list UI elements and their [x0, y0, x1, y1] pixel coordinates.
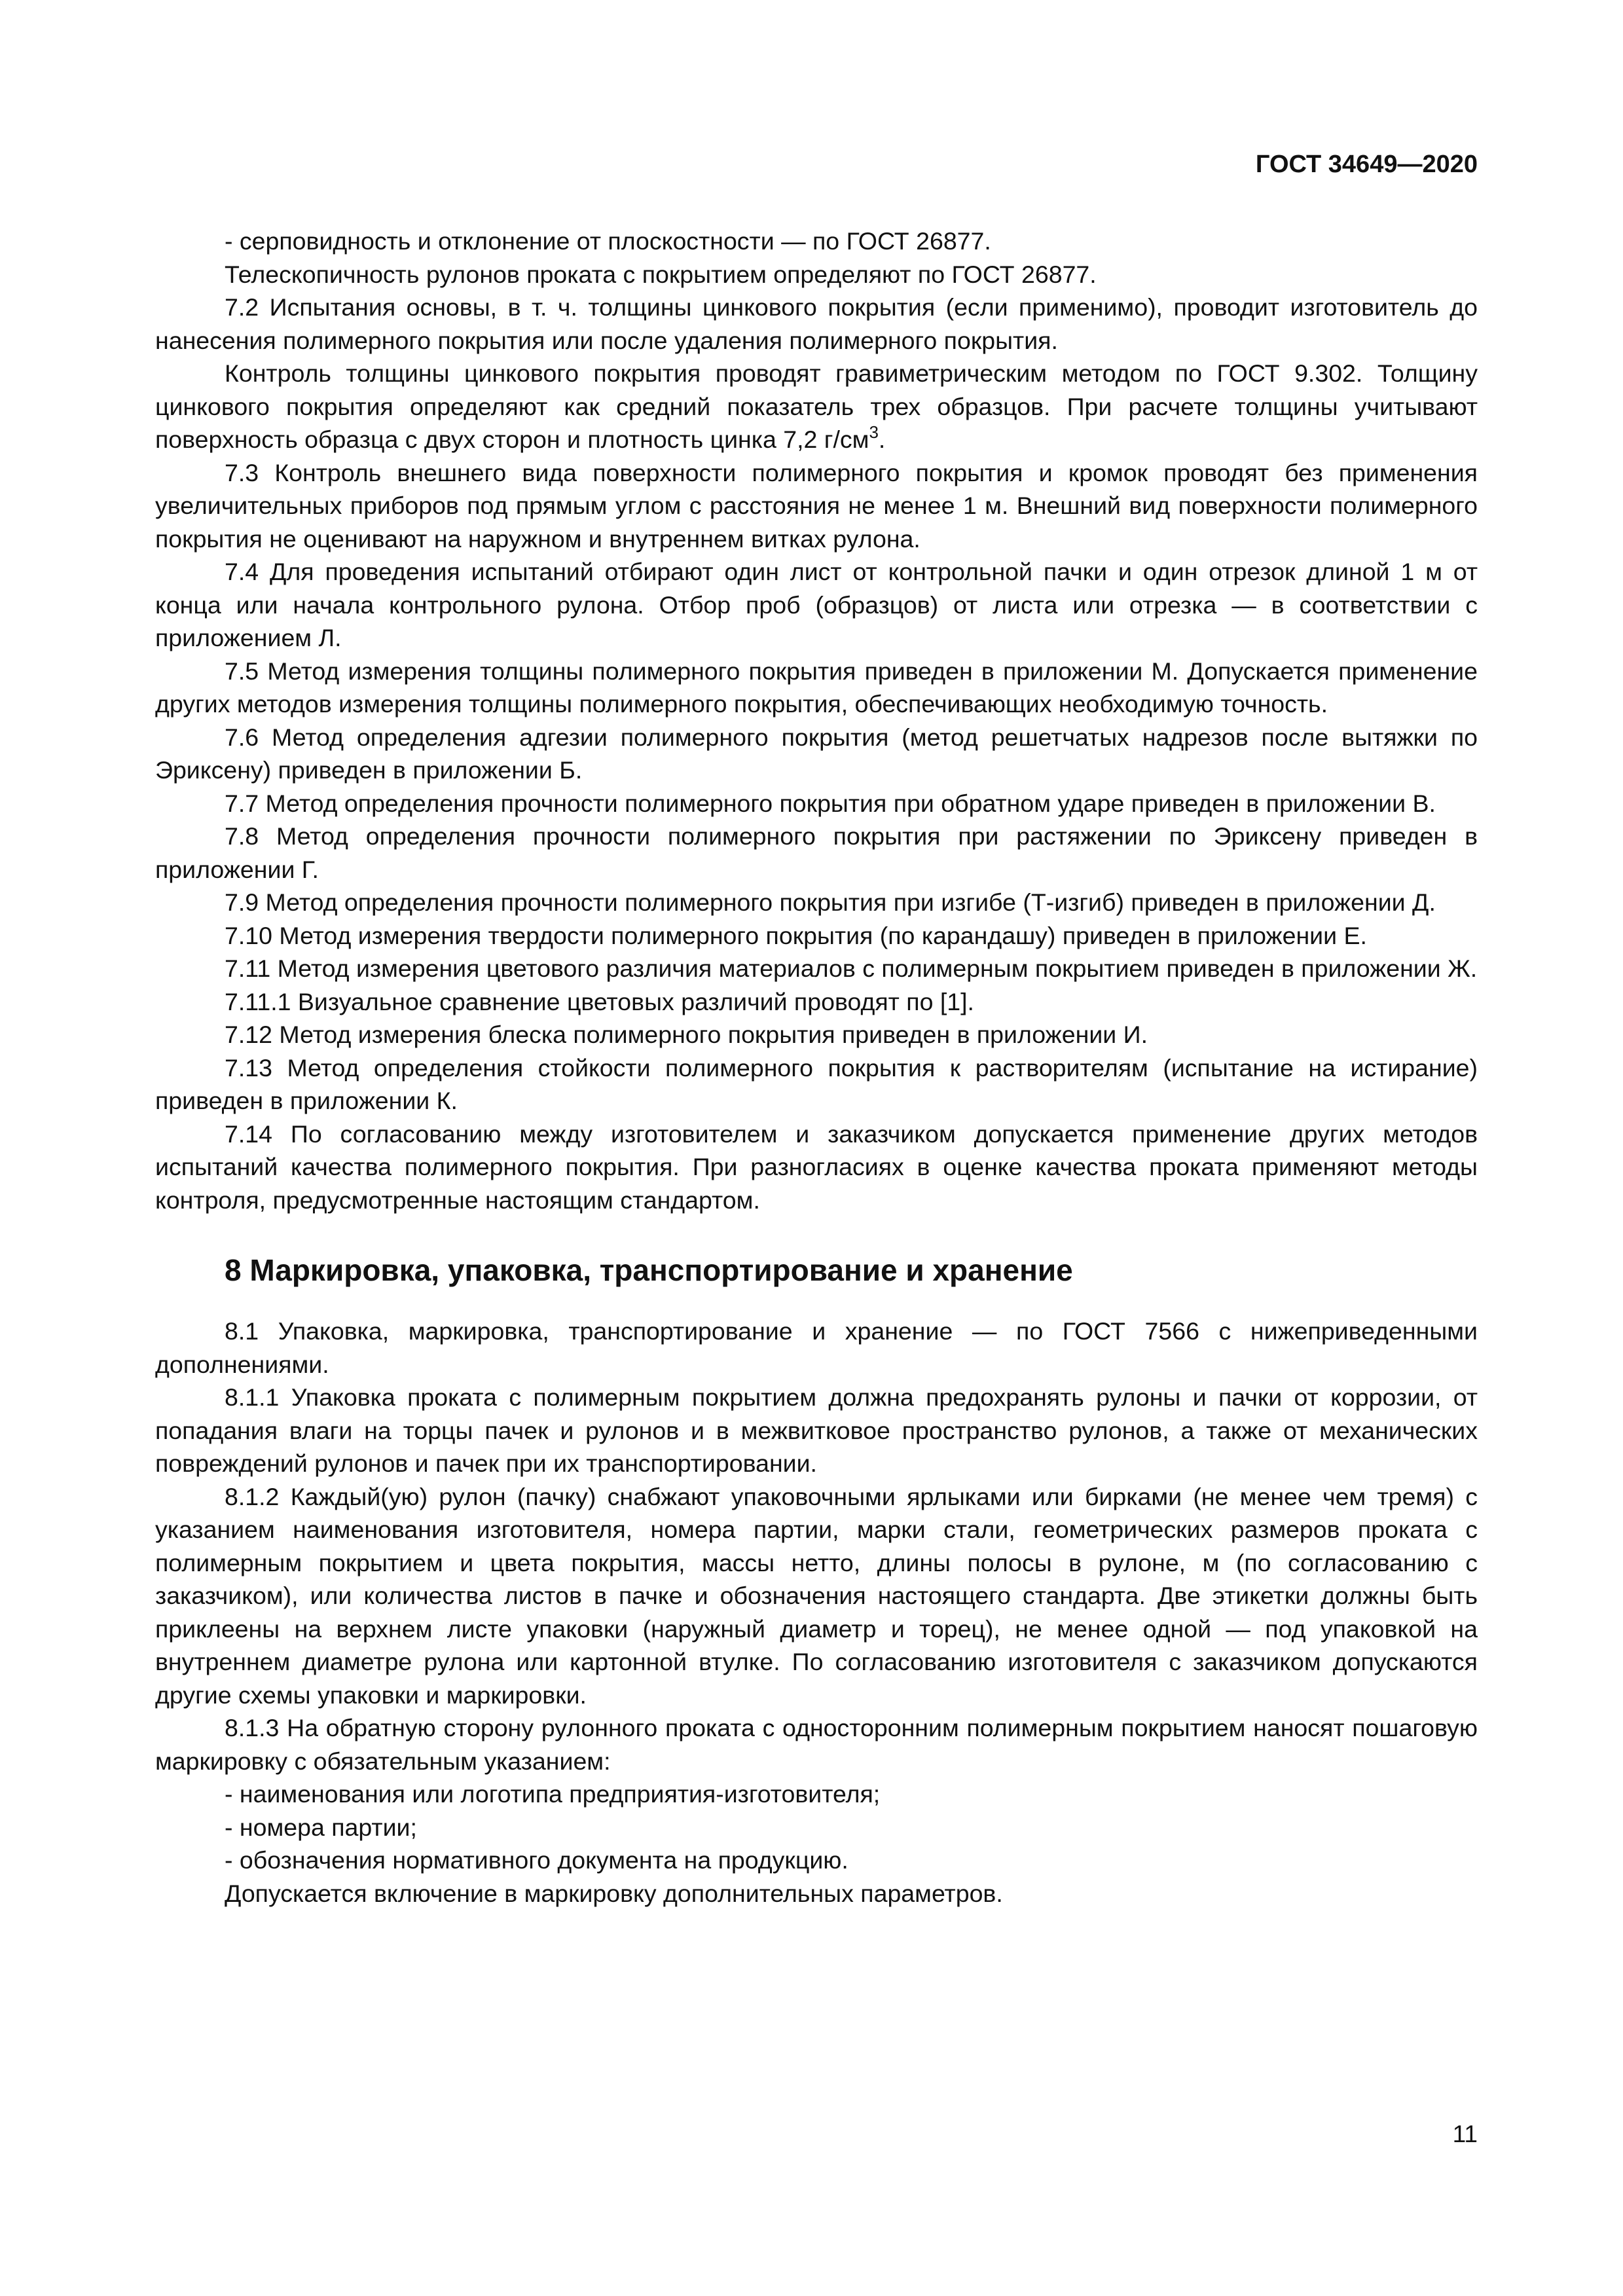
section-8-heading: 8 Маркировка, упаковка, транспортирование и хранение — [225, 1253, 1073, 1287]
paragraph-7-11-1: 7.11.1 Визуальное сравнение цветовых различий проводят по [1]. — [225, 987, 974, 1015]
paragraph-7-8: 7.8 Метод определения прочности полимерного покрытия при растяжении по Эриксену приведен в приложении Г. — [155, 822, 1478, 883]
paragraph-7-11: 7.11 Метод измерения цветового различия материалов с полимерным покрытием приведен в приложении Ж. — [225, 955, 1478, 982]
paragraph-8-1-2: 8.1.2 Каждый(ую) рулон (пачку) снабжают упаковочными ярлыками или бирками (не менее чем тремя) с указанием наименования изготовителя, номера партии, марки стали, геометрических размеров проката с полимерным покрытием и цвета покрытия, массы нетто, длины полосы в рулоне, м (по согласованию с заказчиком), или количества листов в пачке и обозначения настоящего стандарта. Две этикетки должны быть приклеены на верхнем листе упаковки (наружный диаметр и торец), не менее одной — под упаковкой на внутреннем диаметре рулона или картонной втулке. По согласованию изготовителя с заказчиком допускаются другие схемы упаковки и маркировки. — [155, 1482, 1478, 1709]
paragraph-7-5: 7.5 Метод измерения толщины полимерного покрытия приведен в приложении М. Допускается применение других методов измерения толщины полимерного покрытия, обеспечивающих необходимую точность. — [155, 657, 1478, 718]
paragraph-7-14: 7.14 По согласованию между изготовителем и заказчиком допускается применение других методов испытаний качества полимерного покрытия. При разногласиях в оценке качества проката применяют методы контроля, предусмотренные настоящим стандартом. — [155, 1120, 1478, 1214]
paragraph-7-12: 7.12 Метод измерения блеска полимерного покрытия приведен в приложении И. — [225, 1021, 1148, 1048]
list-item-normative-doc: - обозначения нормативного документа на продукцию. — [225, 1846, 848, 1874]
list-item-batch: - номера партии; — [225, 1813, 417, 1841]
standard-designation: ГОСТ 34649—2020 — [1255, 151, 1478, 178]
document-body — [155, 225, 1478, 1910]
zinc-text: Контроль толщины цинкового покрытия проводят гравиметрическим методом по ГОСТ 9.302. Толщину цинкового покрытия определяют как средний показатель трех образцов. При расчете толщины учитывают поверхность образца с двух сторон и плотность цинка 7,2 г/см — [155, 359, 1478, 453]
paragraph-telescopic: Телескопичность рулонов проката с покрытием определяют по ГОСТ 26877. — [225, 260, 1097, 288]
list-item-manufacturer: - наименования или логотипа предприятия-изготовителя; — [225, 1780, 881, 1808]
page-number: 11 — [1452, 2121, 1478, 2147]
paragraph-8-1-1: 8.1.1 Упаковка проката с полимерным покрытием должна предохранять рулоны и пачки от коррозии, от попадания влаги на торцы пачек и рулонов и в межвитковое пространство рулонов, а также от механических повреждений рулонов и пачек при их транспортировании. — [155, 1383, 1478, 1477]
paragraph-additional-params: Допускается включение в маркировку дополнительных параметров. — [225, 1879, 1003, 1907]
paragraph-7-6: 7.6 Метод определения адгезии полимерного покрытия (метод решетчатых надрезов после вытяжки по Эриксену) приведен в приложении Б. — [155, 723, 1478, 784]
paragraph-zinc-control — [155, 357, 1478, 456]
paragraph-7-10: 7.10 Метод измерения твердости полимерного покрытия (по карандашу) приведен в приложении Е. — [225, 921, 1367, 949]
paragraph-7-2: 7.2 Испытания основы, в т. ч. толщины цинкового покрытия (если применимо), проводит изготовитель до нанесения полимерного покрытия или после удаления полимерного покрытия. — [155, 293, 1478, 354]
zinc-end: . — [878, 426, 886, 453]
paragraph-sickle: - серповидность и отклонение от плоскостности — по ГОСТ 26877. — [225, 227, 991, 255]
paragraph-8-1-3: 8.1.3 На обратную сторону рулонного проката с односторонним полимерным покрытием наносят пошаговую маркировку с обязательным указанием: — [155, 1714, 1478, 1775]
paragraph-7-9: 7.9 Метод определения прочности полимерного покрытия при изгибе (Т-изгиб) приведен в приложении Д. — [225, 888, 1436, 916]
paragraph-7-13: 7.13 Метод определения стойкости полимерного покрытия к растворителям (испытание на истирание) приведен в приложении К. — [155, 1053, 1478, 1114]
zinc-superscript: 3 — [869, 422, 879, 442]
paragraph-7-4: 7.4 Для проведения испытаний отбирают один лист от контрольной пачки и один отрезок длиной 1 м от конца или начала контрольного рулона. Отбор проб (образцов) от листа или отрезка — в соответствии с приложением Л. — [155, 558, 1478, 651]
paragraph-8-1: 8.1 Упаковка, маркировка, транспортирование и хранение — по ГОСТ 7566 с нижеприведенными дополнениями. — [155, 1317, 1478, 1378]
paragraph-7-3: 7.3 Контроль внешнего вида поверхности полимерного покрытия и кромок проводят без применения увеличительных приборов под прямым углом с расстояния не менее 1 м. Внешний вид поверхности полимерного покрытия не оценивают на наружном и внутреннем витках рулона. — [155, 458, 1478, 553]
paragraph-7-7: 7.7 Метод определения прочности полимерного покрытия при обратном ударе приведен в приложении В. — [225, 789, 1436, 817]
